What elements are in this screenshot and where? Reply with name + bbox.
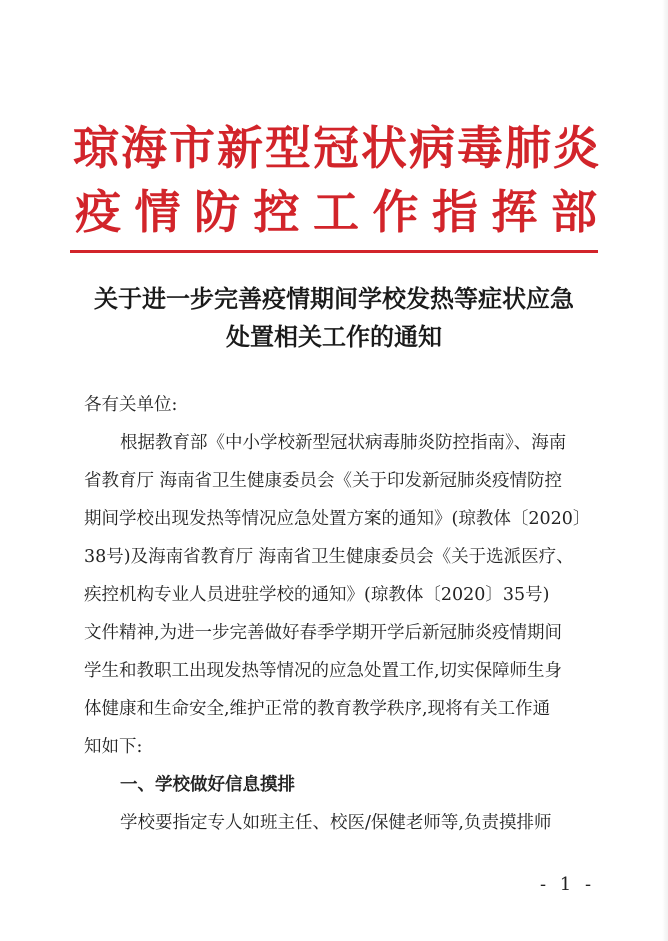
- issuer-header-line-1: [72, 120, 600, 176]
- page-number: - 1 -: [540, 874, 596, 895]
- body-line: 文件精神,为进一步完善做好春季学期开学后新冠肺炎疫情期间: [84, 623, 563, 643]
- issuer-header-char: 情: [134, 185, 181, 239]
- issuer-header-char: 状: [361, 121, 407, 175]
- body-line: 期间学校出现发热等情况应急处置方案的通知》(琼教体〔2020〕: [84, 509, 591, 529]
- body-line: 省教育厅 海南省卫生健康委员会《关于印发新冠肺炎疫情防控: [84, 471, 563, 491]
- body-line: 体健康和生命安全,维护正常的教育教学秩序,现将有关工作通: [84, 699, 551, 719]
- issuer-header-char: 疫: [75, 185, 121, 239]
- issuer-header-char: 毒: [457, 121, 503, 175]
- issuer-header-char: 新: [217, 121, 263, 175]
- body-line: 38号)及海南省教育厅 海南省卫生健康委员会《关于选派医疗、: [84, 547, 574, 567]
- body-line: 学生和教职工出现发热等情况的应急处置工作,切实保障师生身: [84, 661, 563, 681]
- issuer-header-char: 作: [372, 185, 419, 239]
- issuer-header-char: 工: [313, 185, 359, 239]
- body-line: 学校要指定专人如班主任、校医/保健老师等,负责摸排师: [120, 813, 552, 833]
- body-line: 根据教育部《中小学校新型冠状病毒肺炎防控指南》、海南: [120, 433, 567, 453]
- issuer-header-char: 肺: [505, 121, 551, 175]
- issuer-header-char: 防: [194, 185, 240, 239]
- page-edge-shadow: [662, 0, 668, 941]
- issuer-header-char: 指: [432, 185, 478, 239]
- red-separator-rule: [70, 250, 598, 253]
- issuer-header-char: 挥: [491, 185, 538, 239]
- issuer-header-line-2: [72, 184, 600, 240]
- issuer-header-char: 炎: [553, 121, 599, 175]
- issuer-header-char: 冠: [313, 121, 359, 175]
- salutation: 各有关单位:: [84, 395, 178, 415]
- body-line: 知如下:: [84, 737, 143, 757]
- body-line: 疾控机构专业人员进驻学校的通知》(琼教体〔2020〕35号): [84, 585, 550, 605]
- issuer-header-char: 市: [169, 121, 215, 175]
- issuer-header-char: 控: [253, 185, 300, 239]
- issuer-header-char: 型: [265, 121, 311, 175]
- section-heading: 一、学校做好信息摸排: [120, 775, 295, 795]
- issuer-header-char: 部: [551, 185, 597, 239]
- document-title-line-2: 处置相关工作的通知: [226, 322, 442, 351]
- issuer-header-char: 海: [121, 121, 167, 175]
- issuer-header-char: 病: [409, 121, 455, 175]
- issuer-header-char: 琼: [73, 121, 119, 175]
- document-title-line-1: 关于进一步完善疫情期间学校发热等症状应急: [94, 284, 574, 313]
